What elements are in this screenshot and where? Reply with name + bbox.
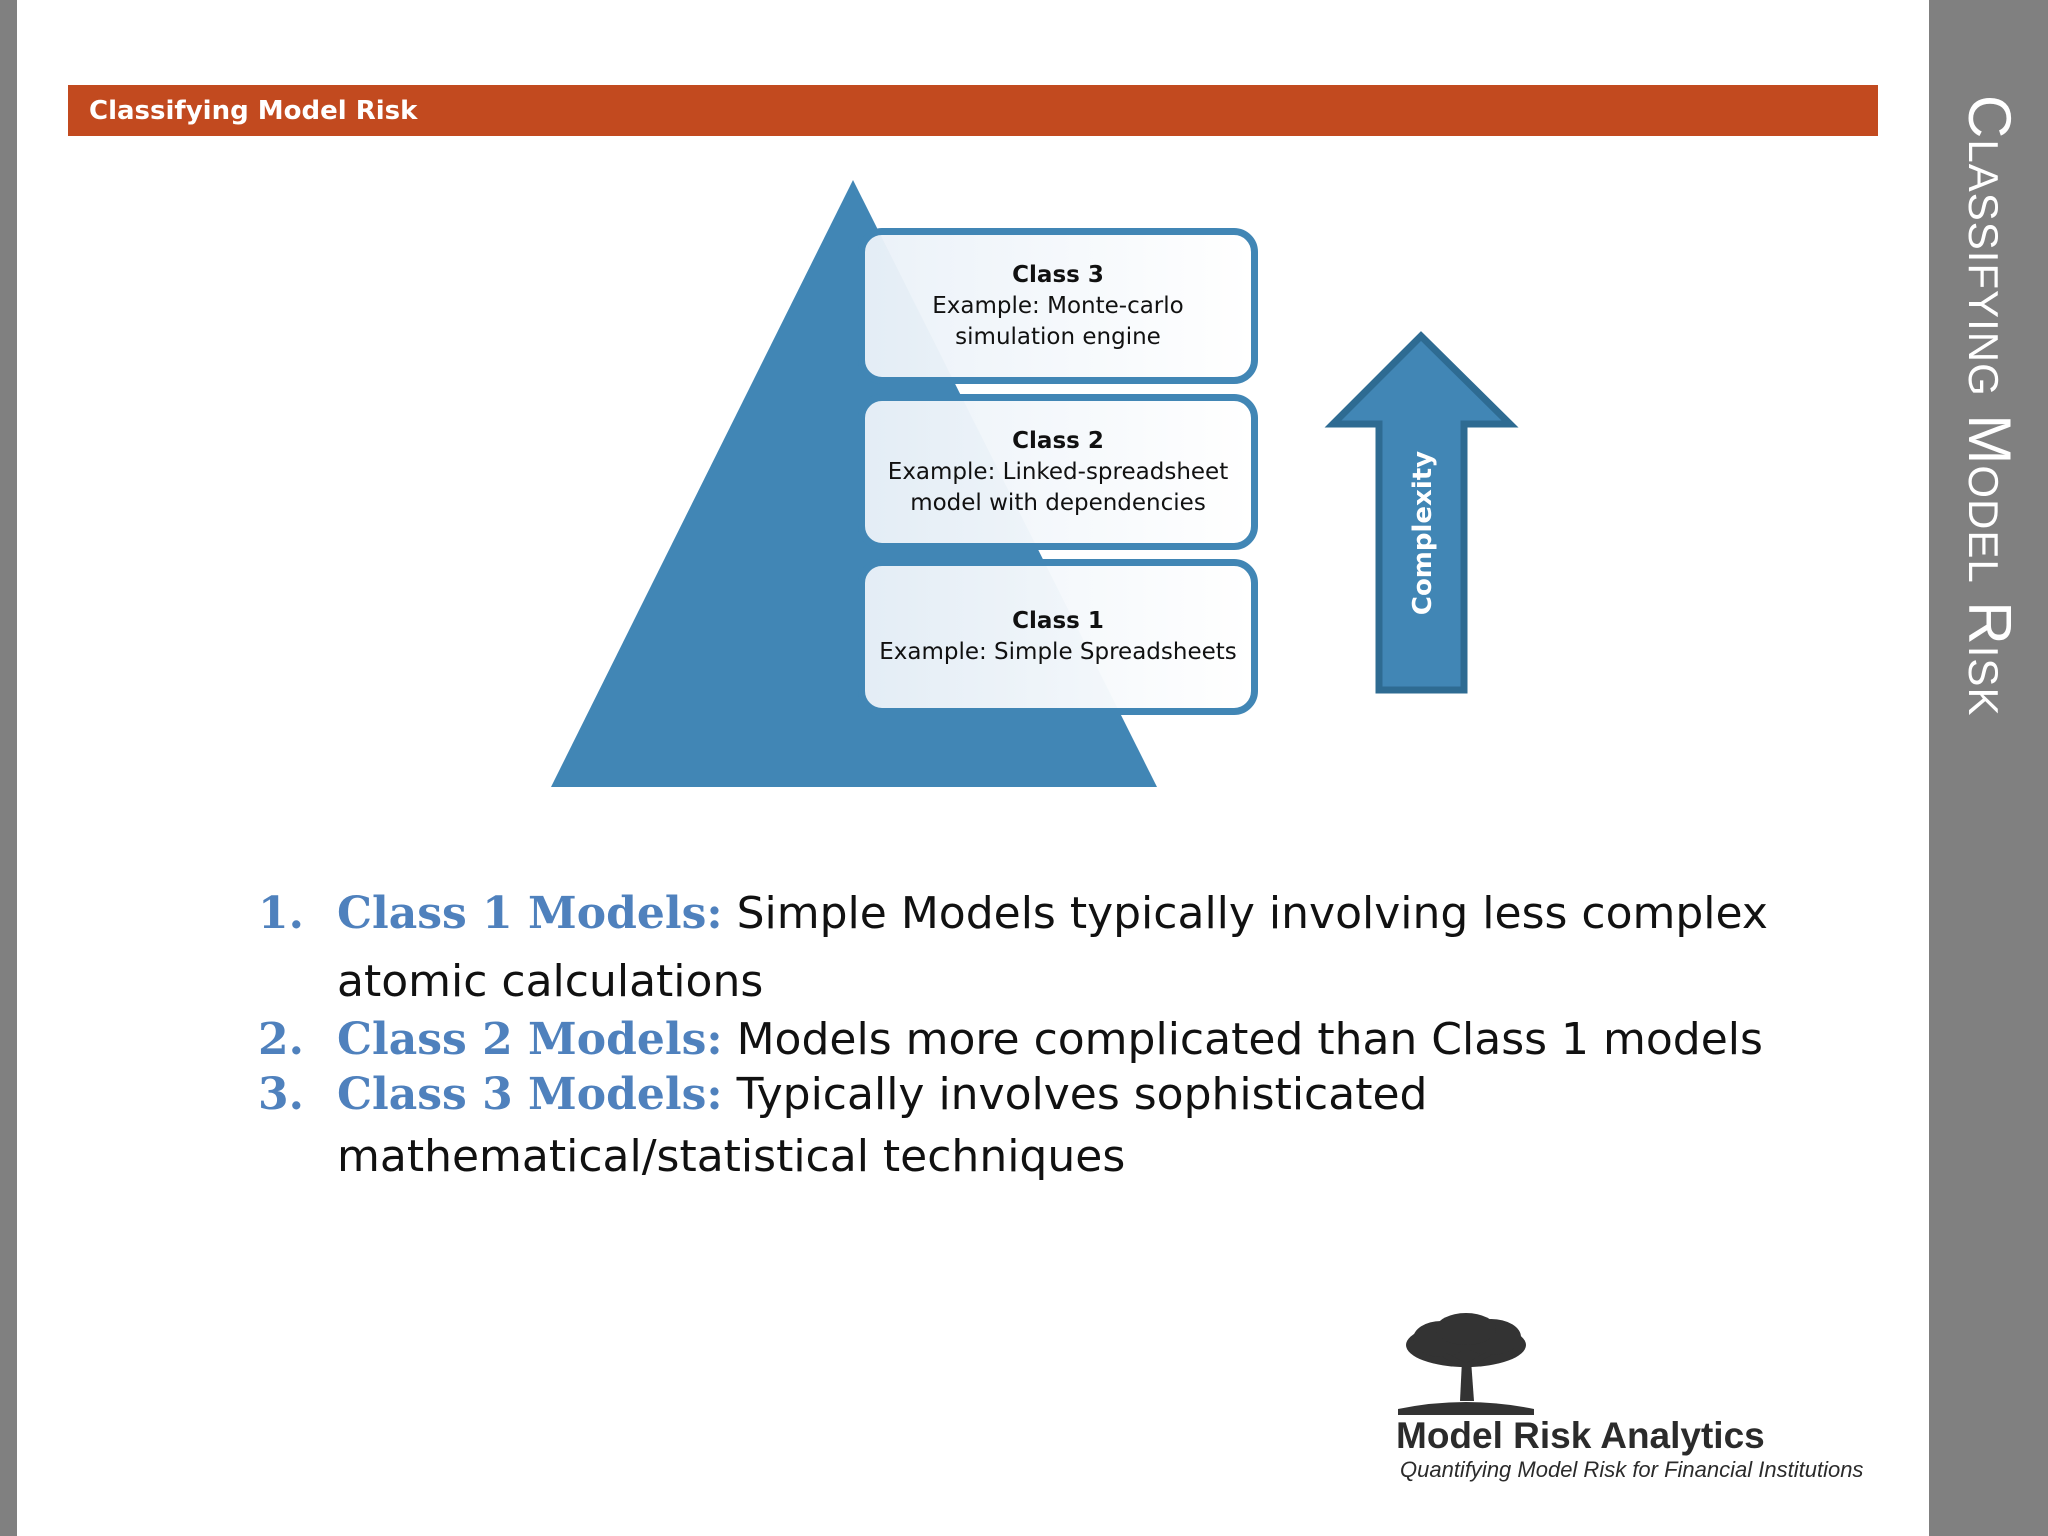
slide-title: Classifying Model Risk: [89, 96, 418, 126]
list-text: Typically involves sophisticated mathematical/statistical techniques: [337, 1069, 1428, 1182]
class-1-name: Class 1: [1012, 608, 1104, 634]
class-3-name: Class 3: [1012, 261, 1104, 288]
tree-icon: [1396, 1305, 1536, 1415]
list-term: Class 2 Models:: [337, 1014, 723, 1065]
class-2-example: Example: Linked-spreadsheet model with dependencies: [887, 458, 1229, 516]
list-term: Class 3 Models:: [337, 1069, 723, 1120]
class-2-box: [858, 394, 1258, 550]
complexity-label: Complexity: [1408, 450, 1438, 616]
class-2-name: Class 2: [1012, 427, 1104, 454]
class-3-box: [858, 228, 1258, 384]
list-text: Models more complicated than Class 1 models: [736, 1014, 1763, 1065]
class-3-example: Example: Monte-carlo simulation engine: [932, 292, 1184, 350]
class-definitions-list: [258, 880, 1858, 1188]
list-number: 3.: [258, 1069, 304, 1120]
list-item: [258, 880, 1858, 1016]
list-item: [258, 1064, 1437, 1188]
side-title: Classifying Model Risk: [1956, 95, 2023, 717]
class-1-example: Example: Simple Spreadsheets: [879, 639, 1237, 665]
list-text: Simple Models typically involving less complex atomic calculations: [337, 888, 1768, 1007]
list-term: Class 1 Models:: [337, 888, 723, 939]
list-number: 1.: [258, 888, 304, 939]
company-logo: [1396, 1305, 1896, 1485]
class-1-box: [858, 559, 1258, 715]
logo-name: Model Risk Analytics: [1396, 1415, 1765, 1456]
list-number: 2.: [258, 1014, 304, 1065]
logo-tagline: Quantifying Model Risk for Financial Institutions: [1400, 1457, 1864, 1482]
